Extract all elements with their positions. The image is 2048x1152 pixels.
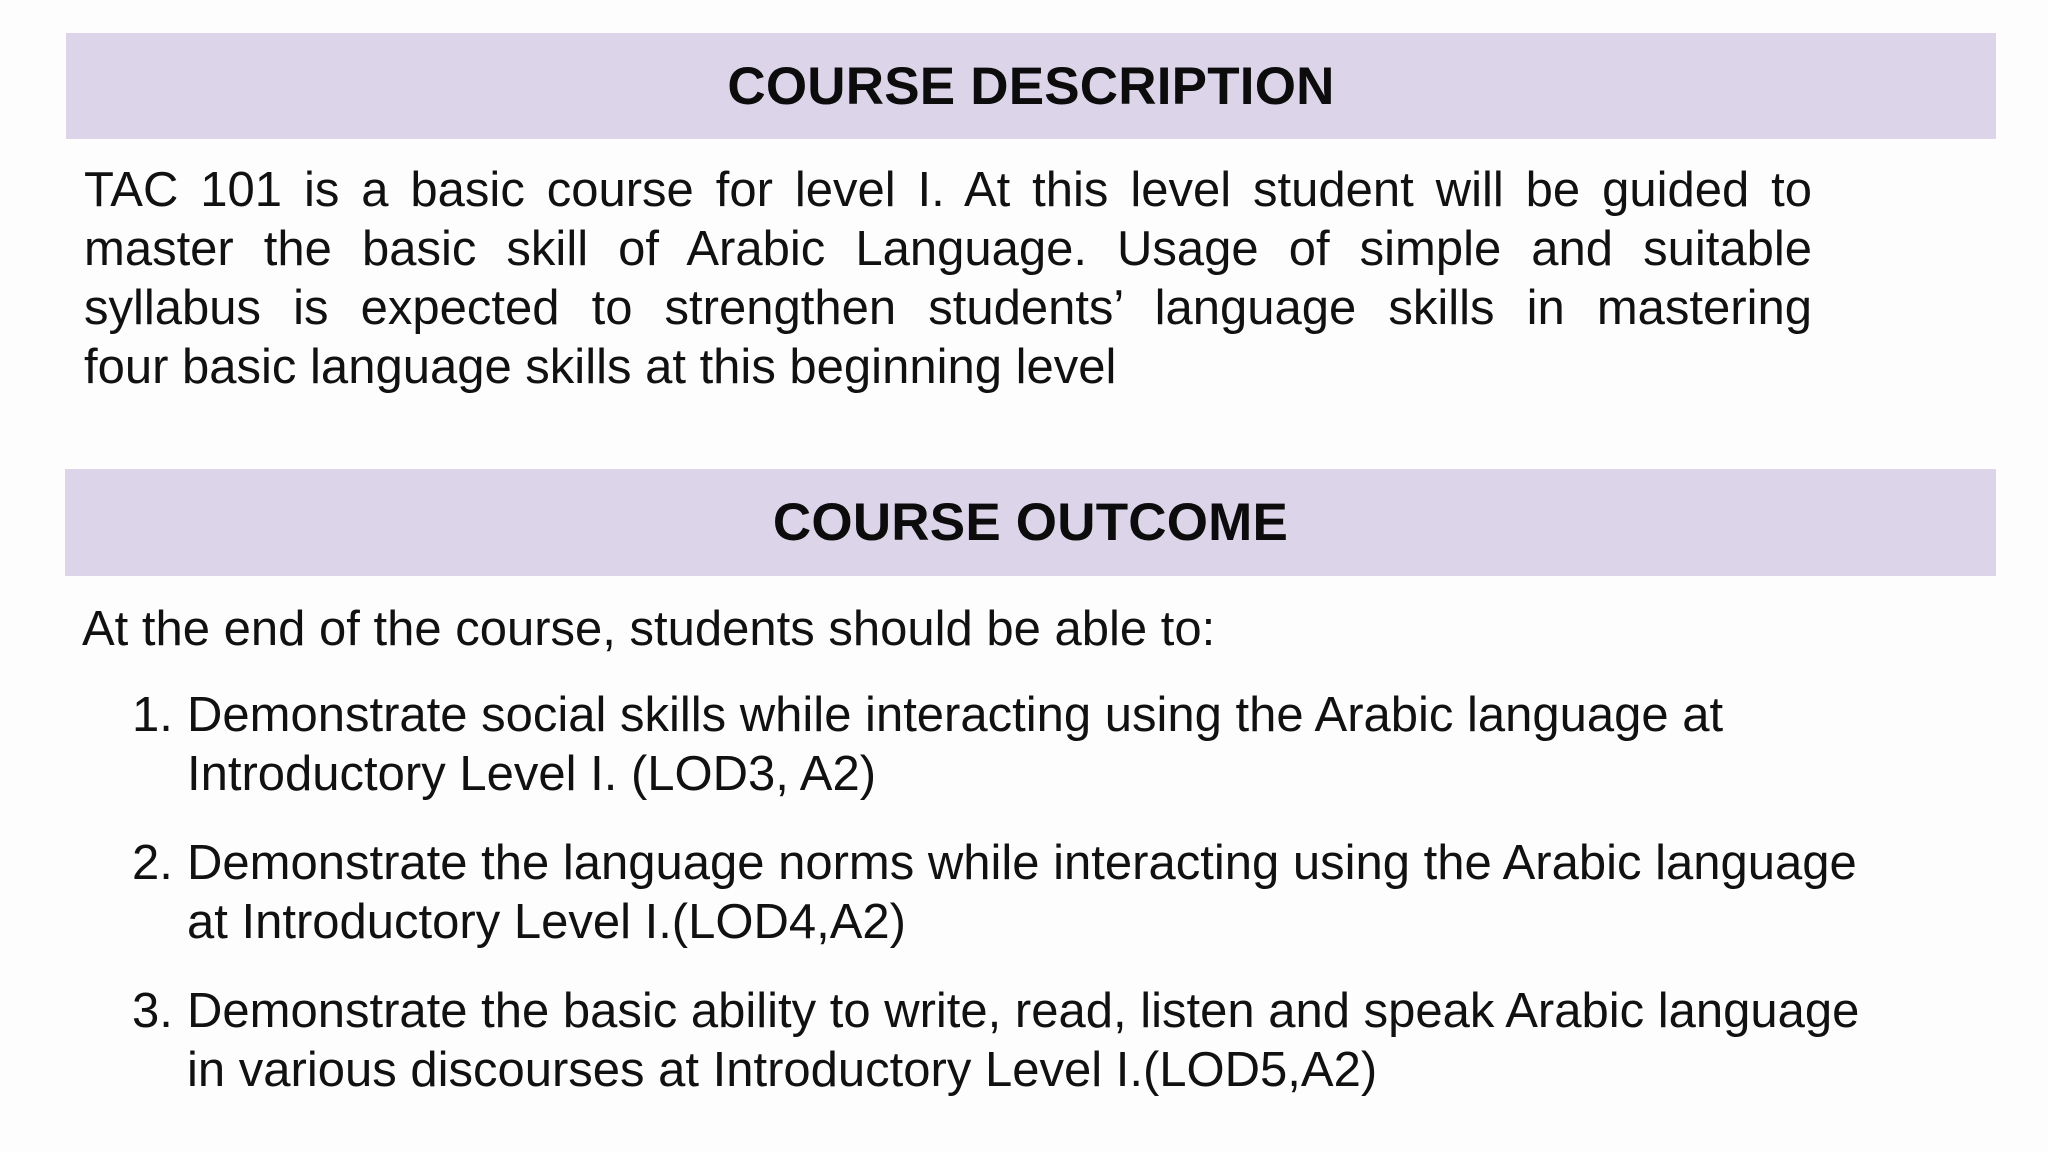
course-outcome-header bbox=[65, 469, 1996, 576]
course-outcome-list bbox=[132, 686, 1872, 1130]
course-description-body bbox=[84, 161, 1812, 397]
outcome-text: Demonstrate the basic ability to write, read, listen and speak Arabic language in various discourses at Introductory Level I.(LOD5,A2) bbox=[187, 984, 1860, 1097]
course-outcome-intro: At the end of the course, students should be able to: bbox=[82, 602, 1216, 656]
outcome-item bbox=[132, 834, 1872, 952]
course-description-heading: COURSE DESCRIPTION bbox=[727, 56, 1335, 116]
outcome-text: Demonstrate social skills while interacting using the Arabic language at Introductory Level I. (LOD3, A2) bbox=[187, 688, 1724, 801]
description-line: master the basic skill of Arabic Language. Usage of simple and suitable bbox=[84, 222, 1812, 276]
course-description-header bbox=[66, 33, 1996, 139]
description-line: TAC 101 is a basic course for level I. At this level student will be guided to bbox=[84, 163, 1812, 217]
outcome-text: Demonstrate the language norms while interacting using the Arabic language at Introductory Level I.(LOD4,A2) bbox=[187, 836, 1857, 949]
course-outcome-heading: COURSE OUTCOME bbox=[772, 493, 1289, 552]
outcome-item bbox=[132, 982, 1872, 1100]
description-line: four basic language skills at this beginning level bbox=[84, 340, 1117, 394]
outcome-item bbox=[132, 686, 1872, 804]
outcome-number: 3. bbox=[132, 984, 173, 1038]
outcome-number: 1. bbox=[132, 688, 173, 742]
description-line: syllabus is expected to strengthen students’ language skills in mastering bbox=[84, 281, 1812, 335]
outcome-number: 2. bbox=[132, 836, 173, 890]
